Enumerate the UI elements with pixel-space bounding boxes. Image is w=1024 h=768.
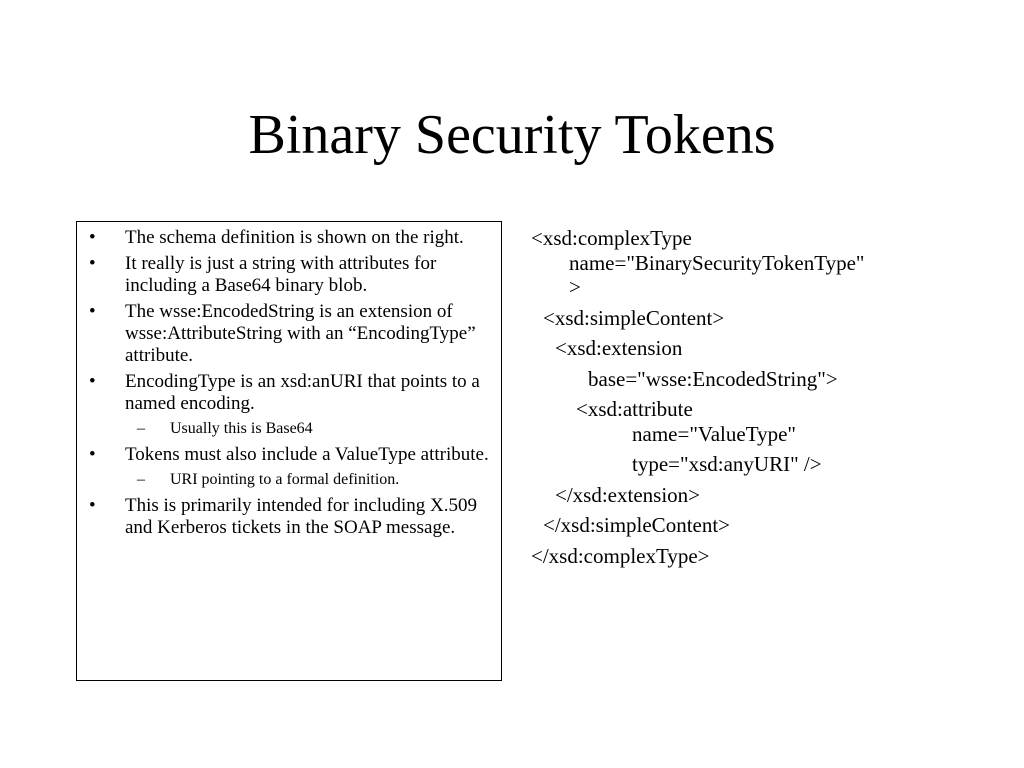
bullet-marker: •: [89, 371, 96, 392]
code-line: </xsd:complexType>: [531, 543, 710, 568]
bullet-text: This is primarily intended for including X.509 and Kerberos tickets in the SOAP message.: [125, 495, 477, 538]
bullet-marker: •: [89, 301, 96, 322]
sub-bullet-text: Usually this is Base64: [170, 420, 313, 437]
schema-code-block: [531, 226, 971, 568]
bullet-item: [77, 371, 491, 415]
sub-bullet-item: [77, 419, 491, 439]
code-line: </xsd:simpleContent>: [543, 513, 731, 537]
bullet-item: [77, 444, 491, 466]
code-line: name="ValueType": [632, 421, 796, 446]
code-line: <xsd:simpleContent>: [543, 305, 725, 330]
sub-bullet-marker: –: [137, 420, 145, 437]
sub-bullet-marker: –: [137, 471, 145, 488]
code-line: <xsd:attribute: [576, 397, 693, 421]
code-line: base="wsse:EncodedString">: [588, 366, 838, 391]
bullet-marker: •: [89, 495, 96, 516]
bullet-text: It really is just a string with attributes for including a Base64 binary blob.: [125, 253, 437, 296]
bullet-text: The wsse:EncodedString is an extension of wsse:AttributeString with an “EncodingType” attribute.: [125, 301, 476, 366]
code-line: <xsd:extension: [555, 336, 683, 360]
code-line: <xsd:complexType: [531, 226, 692, 250]
bullet-item: [77, 495, 491, 539]
bullet-marker: •: [89, 253, 96, 274]
code-line: name="BinarySecurityTokenType": [569, 250, 865, 275]
bullet-item: [77, 253, 491, 297]
slide-title: Binary Security Tokens: [248, 104, 776, 166]
bullet-text: Tokens must also include a ValueType attribute.: [125, 444, 489, 465]
code-line: </xsd:extension>: [555, 482, 701, 507]
sub-bullet-text: URI pointing to a formal definition.: [170, 471, 400, 488]
bullet-text: EncodingType is an xsd:anURI that points to a named encoding.: [125, 371, 480, 414]
bullet-list-box: [76, 221, 502, 681]
bullet-item: [77, 301, 491, 367]
code-line: type="xsd:anyURI" />: [632, 452, 822, 476]
bullet-marker: •: [89, 444, 96, 465]
bullet-item: [77, 227, 491, 249]
code-line: >: [569, 275, 581, 299]
bullet-text: The schema definition is shown on the right.: [125, 227, 464, 248]
bullet-marker: •: [89, 227, 96, 248]
sub-bullet-item: [77, 470, 491, 490]
